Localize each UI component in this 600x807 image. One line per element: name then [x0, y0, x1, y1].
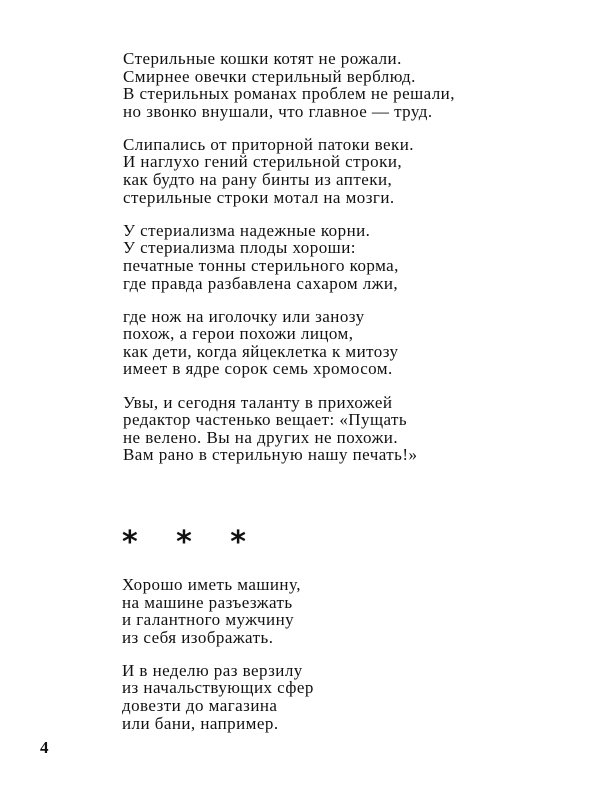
verse-line: редактор частенько вещает: «Пущать: [123, 410, 408, 430]
verse-line: из начальствующих сфер: [122, 678, 314, 698]
verse-line: где правда разбавлена сахаром лжи,: [123, 273, 399, 293]
verse-line: или бани, например.: [122, 713, 279, 733]
verse-line: как будто на рану бинты из аптеки,: [123, 170, 393, 190]
stanza: [123, 394, 503, 464]
verse-line: где нож на иголочку или занозу: [123, 306, 365, 326]
verse-line: не велено. Вы на других не похожи.: [123, 427, 399, 447]
verse-line: довезти до магазина: [122, 696, 278, 716]
verse-line: как дети, когда яйцеклетка к митозу: [123, 341, 399, 361]
verse-line: У стериализма надежные корни.: [123, 220, 371, 240]
poem-first: [123, 50, 503, 479]
verse-line: из себя изображать.: [122, 627, 274, 647]
verse-line: имеет в ядре сорок семь хромосом.: [123, 359, 393, 379]
verse-line: стерильные строки мотал на мозги.: [123, 187, 395, 207]
verse-line: Хорошо иметь машину,: [122, 575, 301, 594]
page-number: 4: [40, 738, 49, 757]
stanza: [123, 222, 503, 292]
section-separator: * * *: [122, 525, 260, 560]
stanza: [123, 50, 503, 120]
verse-line: на машине разъезжать: [122, 592, 293, 612]
verse-line: похож, а герои похожи лицом,: [123, 324, 354, 344]
stanza: [122, 576, 502, 646]
verse-line: но звонко внушали, что главное — труд.: [123, 101, 433, 121]
verse-line: печатные тонны стерильного корма,: [123, 255, 399, 275]
verse-line: Увы, и сегодня таланту в прихожей: [123, 392, 393, 412]
verse-line: Вам рано в стерильную нашу печать!»: [123, 445, 418, 465]
verse-line: Стерильные кошки котят не рожали.: [123, 49, 402, 68]
verse-line: Слипались от приторной патоки веки.: [123, 134, 414, 154]
poem-second: [122, 576, 502, 748]
stanza: [123, 136, 503, 206]
stanza: [122, 662, 502, 732]
verse-line: и галантного мужчину: [122, 610, 295, 630]
verse-line: Смирнее овечки стерильный верблюд.: [123, 66, 416, 86]
stanza: [123, 308, 503, 378]
verse-line: И наглухо гений стерильной строки,: [123, 152, 403, 172]
verse-line: У стериализма плоды хороши:: [123, 238, 356, 258]
verse-line: И в неделю раз верзилу: [122, 660, 303, 680]
verse-line: В стерильных романах проблем не решали,: [123, 84, 455, 104]
